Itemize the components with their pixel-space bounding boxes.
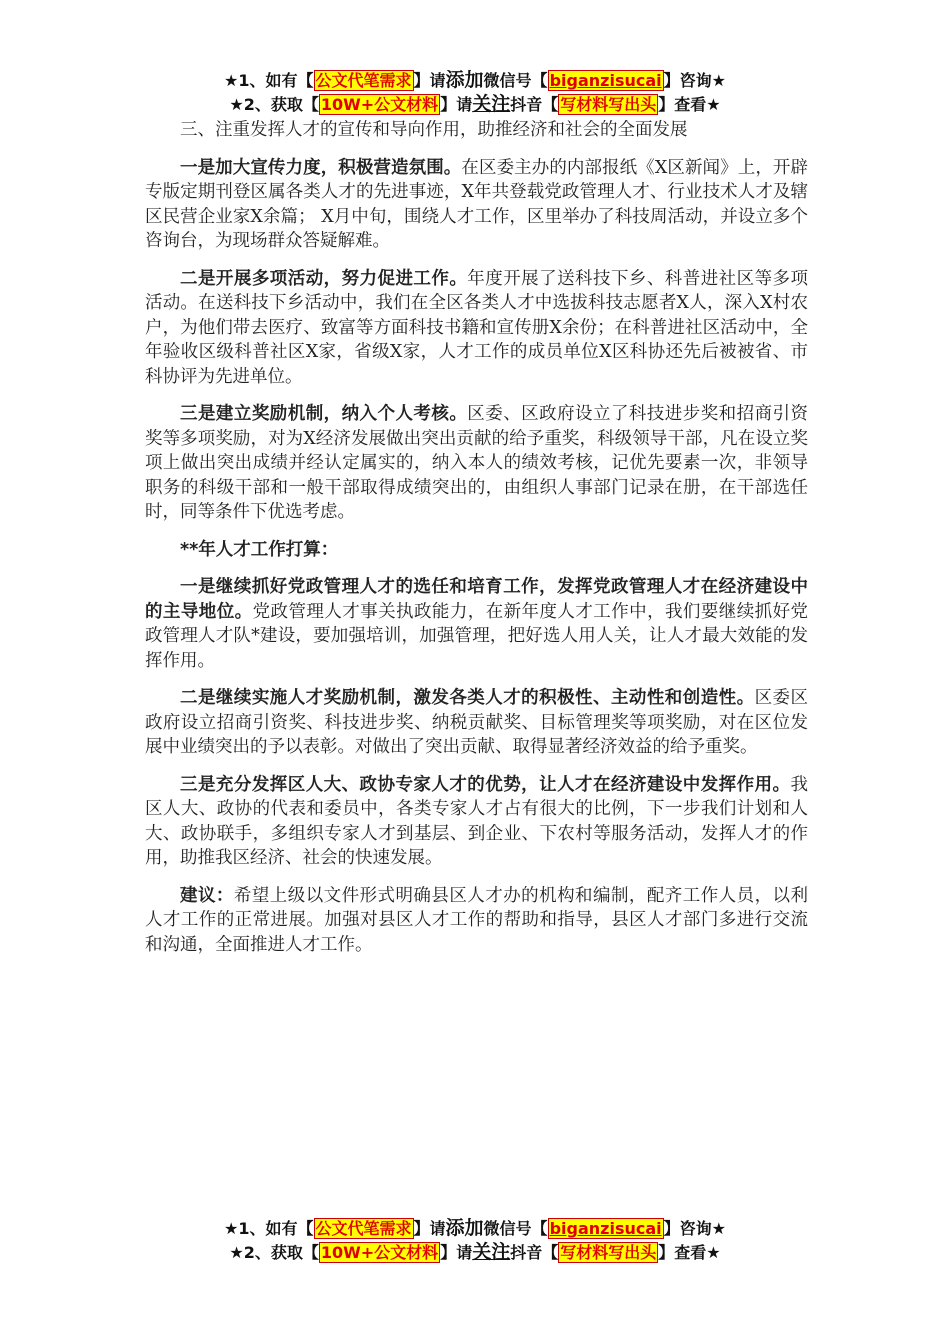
- promo-text: ★1、如有【: [224, 71, 314, 90]
- section-heading: 三、注重发挥人才的宣传和导向作用，助推经济和社会的全面发展: [180, 120, 688, 140]
- paragraph-lead: 一是继续抓好党政管理人才的选任和培育工作，发挥党政管理人才在经济建设中的主导地位。: [145, 577, 808, 622]
- paragraph-text: 希望上级以文件形式明确县区人才办的机构和编制，配齐工作人员，以利人才工作的正常进展。加强对县区人才工作的帮助和指导，县区人才部门多进行交流和沟通，全面推进人才工作。: [145, 885, 809, 955]
- paragraph-lead: 二是继续实施人才奖励机制，激发各类人才的积极性、主动性和创造性。: [180, 688, 755, 708]
- promo-text: 】请: [440, 1243, 473, 1262]
- promo-emphasis: 关注: [472, 1241, 511, 1263]
- paragraph: [145, 156, 808, 254]
- promo-text: 】请: [413, 1219, 446, 1238]
- paragraph: [145, 575, 808, 673]
- paragraph-text: 区委区政府设立招商引资奖、科技进步奖、纳税贡献奖、目标管理奖等项奖励，对在区位发展中业绩突出的予以表彰。对做出了突出贡献、取得显著经济效益的给予重奖。: [145, 688, 809, 757]
- paragraph-text: 在区委主办的内部报纸《X区新闻》上，开辟专版定期刊登区属各类人才的先进事迹，X年共登载党政管理人才、行业技术人才及辖区民营企业家X余篇； X月中旬，围绕人才工作，区里举办了科技周活动，并设立多个咨询台，为现场群众答疑解难。: [145, 157, 808, 251]
- wechat-id-highlight: biganzisucai: [549, 1219, 662, 1238]
- douyin-id-highlight: 写材料写出头: [560, 95, 657, 114]
- promo-line-2: [0, 92, 950, 116]
- douyin-id-highlight: 写材料写出头: [560, 1243, 657, 1262]
- promo-text: ★1、如有【: [224, 1219, 314, 1238]
- promo-line-2: [0, 1240, 950, 1264]
- plan-heading: **年人才工作打算：: [180, 539, 339, 560]
- paragraph: [145, 686, 808, 760]
- promo-highlight: 公文代笔需求: [315, 71, 412, 90]
- promo-emphasis: 添加: [445, 69, 484, 91]
- paragraph: [145, 267, 808, 390]
- promo-highlight: 公文代笔需求: [315, 1219, 412, 1238]
- paragraph-text: 年度开展了送科技下乡、科普进社区等多项活动。在送科技下乡活动中，我们在全区各类人才中选拔科技志愿者X人，深入X村农户，为他们带去医疗、致富等方面科技书籍和宣传册X余份；在科普进社区活动中，全年验收区级科普社区X家，省级X家，人才工作的成员单位X区科协还先后被被省、市科协评为先进单位。: [145, 268, 809, 387]
- promo-line-1: [0, 68, 950, 92]
- paragraph-text: 区委、区政府设立了科技进步奖和招商引资奖等多项奖励，对为X经济发展做出突出贡献的给予重奖，科级领导干部，凡在设立奖项上做出突出成绩并经认定属实的，纳入本人的绩效考核，记优先要素一次，非领导职务的科级干部和一般干部取得成绩突出的，由组织人事部门记录在册，在干部选任时，同等条件下优选考虑。: [145, 404, 809, 522]
- promo-banner-top: [0, 68, 950, 116]
- promo-text: 微信号【: [483, 1219, 548, 1238]
- promo-text: 微信号【: [483, 71, 548, 90]
- promo-text: 】请: [440, 95, 473, 114]
- promo-text: ★2、获取【: [229, 1243, 319, 1262]
- promo-text: 】查看★: [658, 95, 721, 114]
- paragraph: [145, 538, 808, 563]
- promo-text: 抖音【: [510, 1243, 559, 1262]
- paragraph: [145, 884, 808, 958]
- paragraph-lead: 三是建立奖励机制，纳入个人考核。: [180, 404, 468, 424]
- paragraph-text: 我区人大、政协的代表和委员中，各类专家人才占有很大的比例，下一步我们计划和人大、政协联手，多组织专家人才到基层、到企业、下农村等服务活动，发挥人才的作用，助推我区经济、社会的快速发展。: [145, 774, 808, 868]
- promo-text: ★2、获取【: [229, 95, 319, 114]
- promo-highlight: 10W+公文材料: [320, 95, 439, 114]
- promo-text: 】咨询★: [663, 1219, 726, 1238]
- paragraph: [145, 773, 808, 871]
- paragraph: [145, 402, 808, 525]
- paragraph-text: 党政管理人才事关执政能力，在新年度人才工作中，我们要继续抓好党政管理人才队*建设，要加强培训，加强管理，把好选人用人关，让人才最大效能的发挥作用。: [145, 601, 809, 671]
- promo-highlight: 10W+公文材料: [320, 1243, 439, 1262]
- paragraph-lead: 三是充分发挥区人大、政协专家人才的优势，让人才在经济建设中发挥作用。: [180, 774, 791, 795]
- promo-text: 抖音【: [510, 95, 559, 114]
- wechat-id-highlight: biganzisucai: [549, 71, 662, 90]
- paragraph-lead: 二是开展多项活动，努力促进工作。: [180, 268, 468, 289]
- promo-emphasis: 添加: [445, 1217, 484, 1239]
- promo-banner-bottom: [0, 1216, 950, 1264]
- promo-emphasis: 关注: [472, 93, 511, 115]
- document-body: [145, 118, 808, 970]
- suggestion-lead: 建议：: [180, 885, 234, 906]
- promo-text: 】请: [413, 71, 446, 90]
- promo-line-1: [0, 1216, 950, 1240]
- promo-text: 】查看★: [658, 1243, 721, 1262]
- paragraph-lead: 一是加大宣传力度，积极营造氛围。: [180, 157, 462, 178]
- promo-text: 】咨询★: [663, 71, 726, 90]
